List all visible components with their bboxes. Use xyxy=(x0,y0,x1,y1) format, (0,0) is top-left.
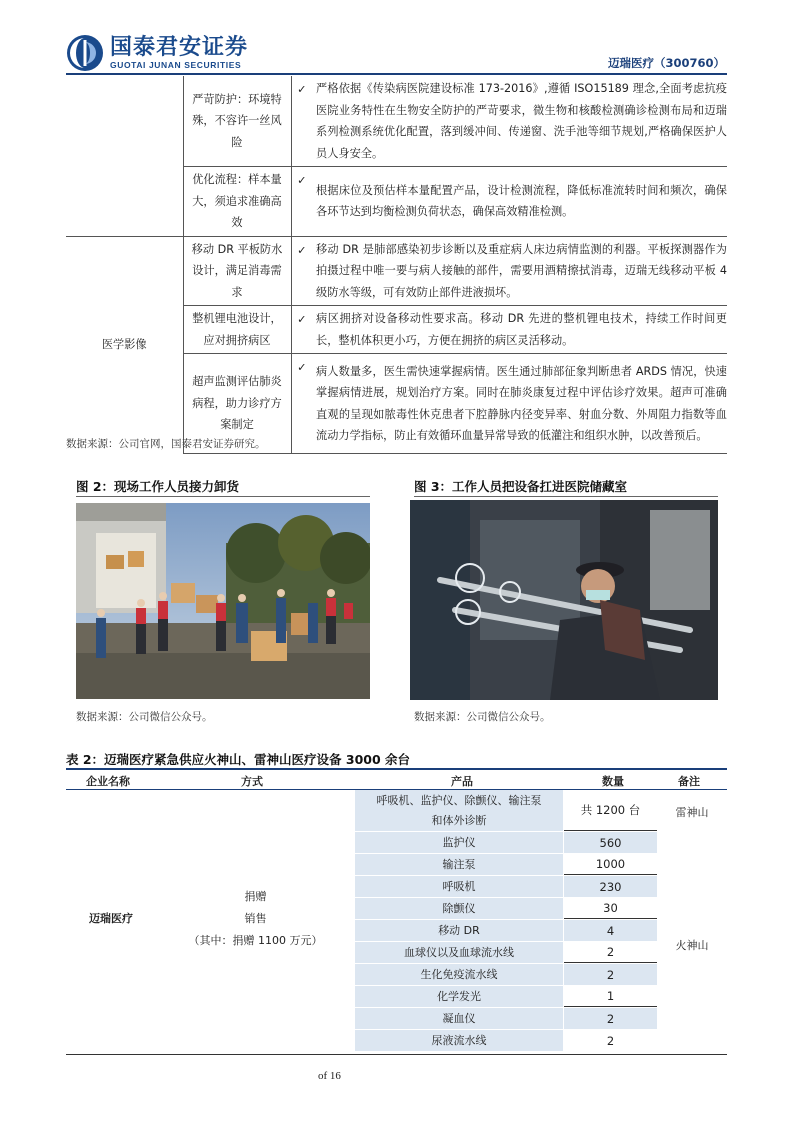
figure-2-title: 图 2：现场工作人员接力卸货 xyxy=(76,479,240,494)
product-cell: 生化免疫流水线 xyxy=(355,964,564,985)
table-row xyxy=(355,876,657,898)
note-huoshenshan: 火神山 xyxy=(675,939,709,952)
description-cell: 病人数量多，医生需快速掌握病情。医生通过肺部征象判断患者 ARDS 情况，快速掌握病情进展，规划治疗方案。同时在肺炎康复过程中评估诊疗效果。超声可准确直观的呈现如脓毒性休克患者下腔静脉内径变异率、射血分数、外周阻力指数等血流动力学指标，防止有效循环血量异常导致的低灌注和组织水肿，以改善预后。 xyxy=(312,354,727,454)
product-cell: 化学发光 xyxy=(355,986,564,1007)
figure-3-source: 数据来源：公司微信公众号。 xyxy=(414,711,551,723)
method-cell xyxy=(156,886,355,952)
page-header xyxy=(0,0,793,80)
table-row xyxy=(355,1030,657,1052)
check-icon: ✓ xyxy=(291,76,312,167)
method-line: （其中：捐赠 1100 万元） xyxy=(188,934,323,947)
company-logo xyxy=(66,34,248,72)
header-divider xyxy=(66,73,727,75)
table-row xyxy=(66,76,727,167)
quantity-cell: 1 xyxy=(564,986,657,1007)
product-cell: 移动 DR xyxy=(355,920,564,941)
header-quantity: 数量 xyxy=(602,775,624,788)
description-cell: 根据床位及预估样本量配置产品，设计检测流程，降低标准流转时间和频次，确保各环节达到均衡检测负荷状态，确保高效精准检测。 xyxy=(312,167,727,237)
feature-cell: 整机锂电池设计，应对拥挤病区 xyxy=(183,306,291,354)
method-line: 捐赠 xyxy=(244,890,267,903)
description-cell: 病区拥挤对设备移动性要求高。移动 DR 先进的整机锂电技术，持续工作时间更长，整机体积更小巧，方便在拥挤的病区灵活移动。 xyxy=(312,306,727,354)
quantity-cell: 30 xyxy=(564,898,657,919)
quantity-cell: 1000 xyxy=(564,854,657,875)
table-row xyxy=(355,1008,657,1030)
table-row xyxy=(355,986,657,1008)
product-rows xyxy=(355,790,657,1054)
table-row xyxy=(355,832,657,854)
company-cell: 迈瑞医疗 xyxy=(89,912,133,925)
product-advantages-table xyxy=(66,76,727,454)
product-cell: 呼吸机、监护仪、除颤仪、输注泵和体外诊断 xyxy=(355,790,564,831)
header-note: 备注 xyxy=(678,775,700,788)
description-cell: 移动 DR 是肺部感染初步诊断以及重症病人床边病情监测的利器。平板探测器作为拍摄过程中唯一要与病人接触的部件，需要用酒精擦拭消毒，迈瑞无线移动平板 4 级防水等级，可有效防止部件进液损坏。 xyxy=(312,236,727,306)
figure-2-photo xyxy=(76,503,370,699)
product-cell: 血球仪以及血球流水线 xyxy=(355,942,564,963)
logo-company-en: GUOTAI JUNAN SECURITIES xyxy=(110,60,242,70)
figure-3-rule xyxy=(414,496,718,497)
category-cell xyxy=(66,167,183,237)
quantity-cell: 230 xyxy=(564,876,657,897)
note-leishenshan: 雷神山 xyxy=(675,806,709,819)
product-cell: 输注泵 xyxy=(355,854,564,875)
table-row xyxy=(355,942,657,964)
quantity-cell: 2 xyxy=(564,1030,657,1051)
quantity-cell: 2 xyxy=(564,942,657,963)
figure-2-rule xyxy=(76,496,370,497)
product-cell: 尿液流水线 xyxy=(355,1030,564,1051)
feature-cell: 超声监测评估肺炎病程，助力诊疗方案制定 xyxy=(183,354,291,454)
check-icon: ✓ xyxy=(291,167,312,237)
quantity-cell: 共 1200 台 xyxy=(564,790,657,831)
table-row xyxy=(66,167,727,237)
table-row xyxy=(355,920,657,942)
table-row xyxy=(355,964,657,986)
table-row xyxy=(66,236,727,306)
quantity-cell: 2 xyxy=(564,964,657,985)
table-2-title: 表 2：迈瑞医疗紧急供应火神山、雷神山医疗设备 3000 余台 xyxy=(66,752,411,767)
logo-emblem-icon xyxy=(66,34,104,72)
header-product: 产品 xyxy=(451,775,473,788)
table-row xyxy=(355,790,657,832)
method-line: 销售 xyxy=(244,912,267,925)
feature-cell: 严苛防护：环境特殊，不容许一丝风险 xyxy=(183,76,291,167)
table-row xyxy=(355,898,657,920)
product-cell: 监护仪 xyxy=(355,832,564,853)
quantity-cell: 4 xyxy=(564,920,657,941)
quantity-cell: 560 xyxy=(564,832,657,853)
header-company: 企业名称 xyxy=(86,775,130,788)
category-cell xyxy=(66,76,183,167)
feature-cell: 优化流程：样本量大，须追求准确高效 xyxy=(183,167,291,237)
check-icon: ✓ xyxy=(291,306,312,354)
header-method: 方式 xyxy=(241,775,263,788)
product-cell: 凝血仪 xyxy=(355,1008,564,1029)
check-icon: ✓ xyxy=(291,236,312,306)
check-icon: ✓ xyxy=(291,354,312,454)
figure-3-title: 图 3：工作人员把设备扛进医院储藏室 xyxy=(414,479,628,494)
stock-tag: 迈瑞医疗（300760） xyxy=(607,56,725,70)
product-cell: 呼吸机 xyxy=(355,876,564,897)
table-source: 数据来源：公司官网，国泰君安证券研究。 xyxy=(66,438,266,450)
description-cell: 严格依据《传染病医院建设标准 173-2016》,遵循 ISO15189 理念,全面考虑抗疫医院业务特性在生物安全防护的严苛要求，微生物和核酸检测确诊检测布局和迈瑞系列检测系统优化配置，落到缓冲间、传递窗、洗手池等细节规划,严格确保医护人员人身安全。 xyxy=(316,82,727,160)
product-cell: 除颤仪 xyxy=(355,898,564,919)
figure-2-source: 数据来源：公司微信公众号。 xyxy=(76,711,213,723)
feature-cell: 移动 DR 平板防水设计，满足消毒需求 xyxy=(183,236,291,306)
table-2-bottom-rule xyxy=(66,1054,727,1055)
table-2-header xyxy=(66,768,727,790)
figure-3-photo xyxy=(410,500,718,700)
quantity-cell: 2 xyxy=(564,1008,657,1029)
category-cell: 医学影像 xyxy=(66,236,183,454)
page-number: of 16 xyxy=(318,1070,341,1082)
logo-company-cn: 国泰君安证券 xyxy=(110,35,249,60)
table-row xyxy=(355,854,657,876)
